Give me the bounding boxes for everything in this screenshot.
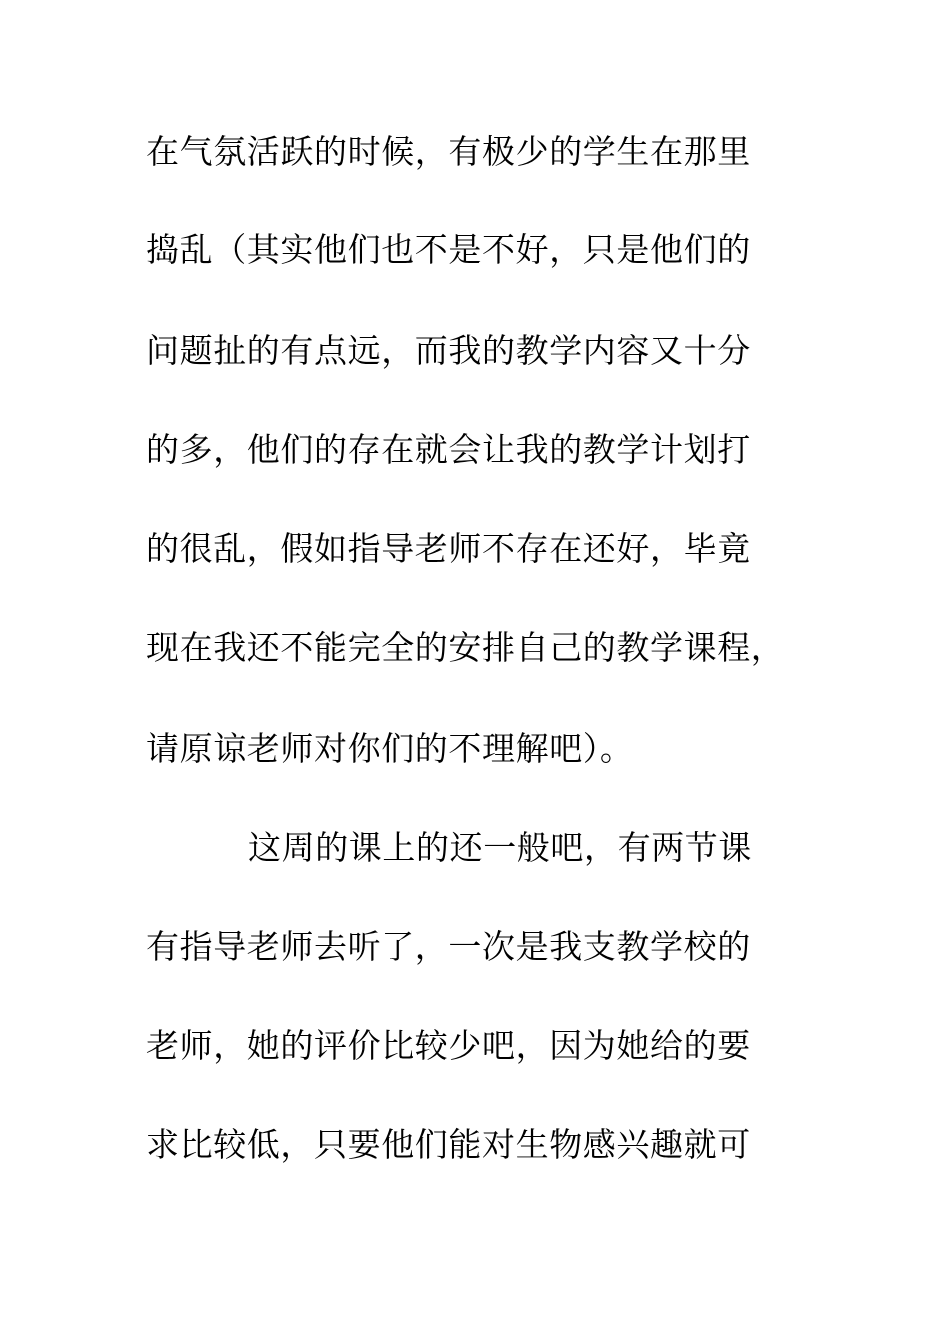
paragraph-line: 在气氛活跃的时候，有极少的学生在那里 <box>146 132 751 171</box>
paragraph-line: 求比较低，只要他们能对生物感兴趣就可 <box>146 1125 751 1164</box>
paragraph-line: 的很乱，假如指导老师不存在还好，毕竟 <box>146 529 751 568</box>
paragraph-line: 问题扯的有点远，而我的教学内容又十分 <box>146 331 751 370</box>
paragraph-line: 有指导老师去听了，一次是我支教学校的 <box>146 927 751 966</box>
paragraph-line: 请原谅老师对你们的不理解吧）。 <box>146 729 634 768</box>
paragraph-line: 捣乱（其实他们也不是不好，只是他们的 <box>146 230 751 269</box>
paragraph-line: 现在我还不能完全的安排自己的教学课程， <box>146 628 785 667</box>
paragraph-line: 老师，她的评价比较少吧，因为她给的要 <box>146 1026 751 1065</box>
paragraph-first-line: 这周的课上的还一般吧，有两节课 <box>248 828 752 867</box>
paragraph-line: 的多，他们的存在就会让我的教学计划打 <box>146 430 751 469</box>
